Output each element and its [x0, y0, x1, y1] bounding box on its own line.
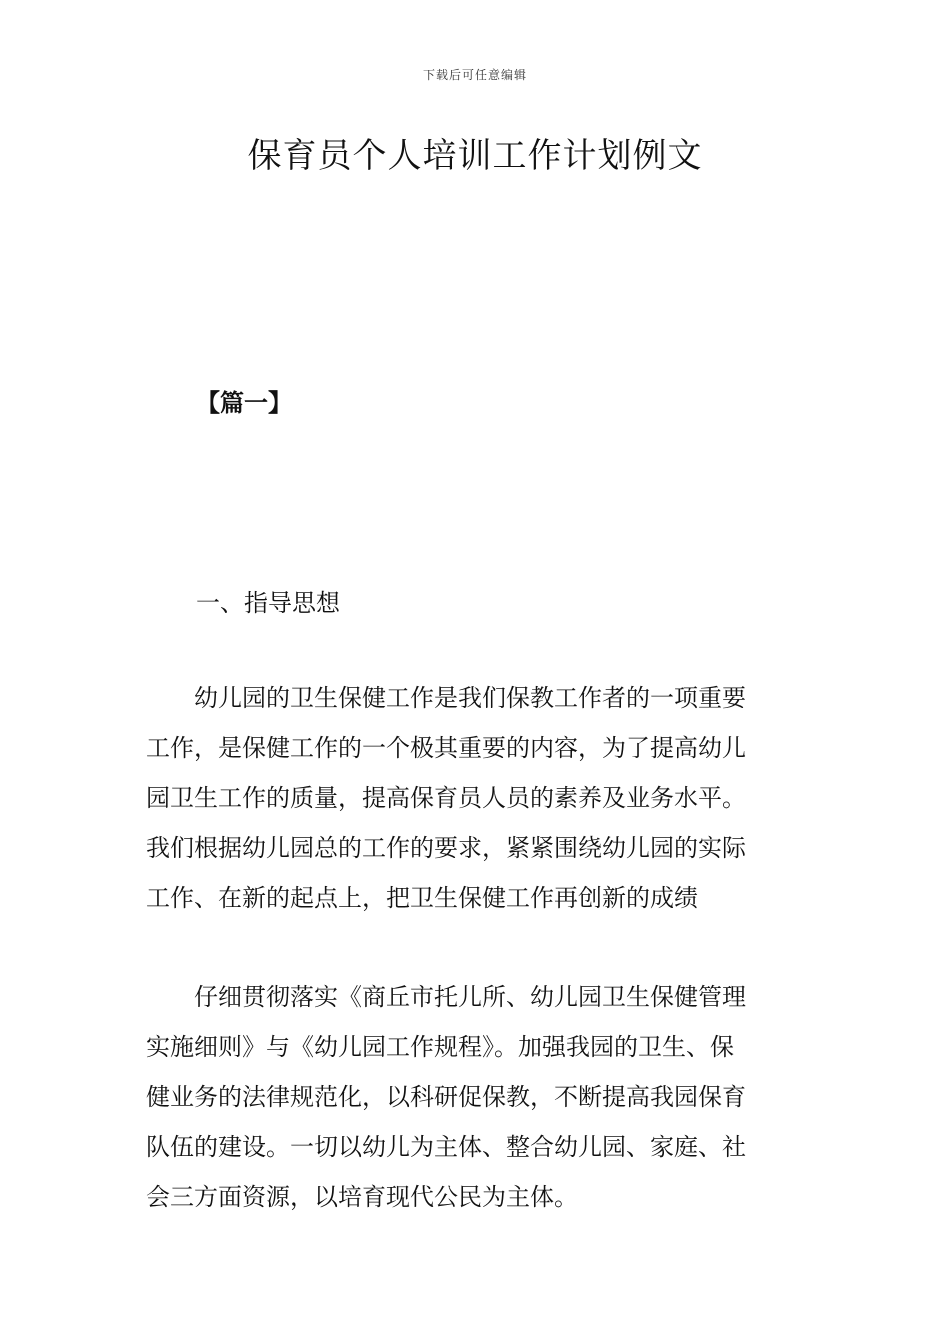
section-heading: 一、指导思想	[196, 589, 340, 617]
paragraph-line: 我们根据幼儿园总的工作的要求，紧紧围绕幼儿园的实际	[146, 834, 746, 862]
paragraph-1	[146, 673, 806, 923]
paragraph-line: 仔细贯彻落实《商丘市托儿所、幼儿园卫生保健管理	[146, 983, 746, 1011]
header-note: 下载后可任意编辑	[422, 68, 527, 82]
section-tag: 【篇一】	[196, 388, 292, 417]
paragraph-line: 幼儿园的卫生保健工作是我们保教工作者的一项重要	[146, 684, 746, 712]
paragraph-line: 工作、在新的起点上，把卫生保健工作再创新的成绩	[146, 884, 698, 912]
paragraph-line: 队伍的建设。一切以幼儿为主体、整合幼儿园、家庭、社	[146, 1133, 746, 1161]
paragraph-line: 健业务的法律规范化，以科研促保教，不断提高我园保育	[146, 1083, 746, 1111]
paragraph-line: 园卫生工作的质量，提高保育员人员的素养及业务水平。	[146, 784, 746, 812]
paragraph-line: 实施细则》与《幼儿园工作规程》。加强我园的卫生、保	[146, 1033, 734, 1061]
document-title: 保育员个人培训工作计划例文	[247, 136, 703, 176]
paragraph-2	[146, 972, 806, 1222]
paragraph-line: 工作，是保健工作的一个极其重要的内容，为了提高幼儿	[146, 734, 746, 762]
paragraph-line: 会三方面资源，以培育现代公民为主体。	[146, 1183, 578, 1211]
